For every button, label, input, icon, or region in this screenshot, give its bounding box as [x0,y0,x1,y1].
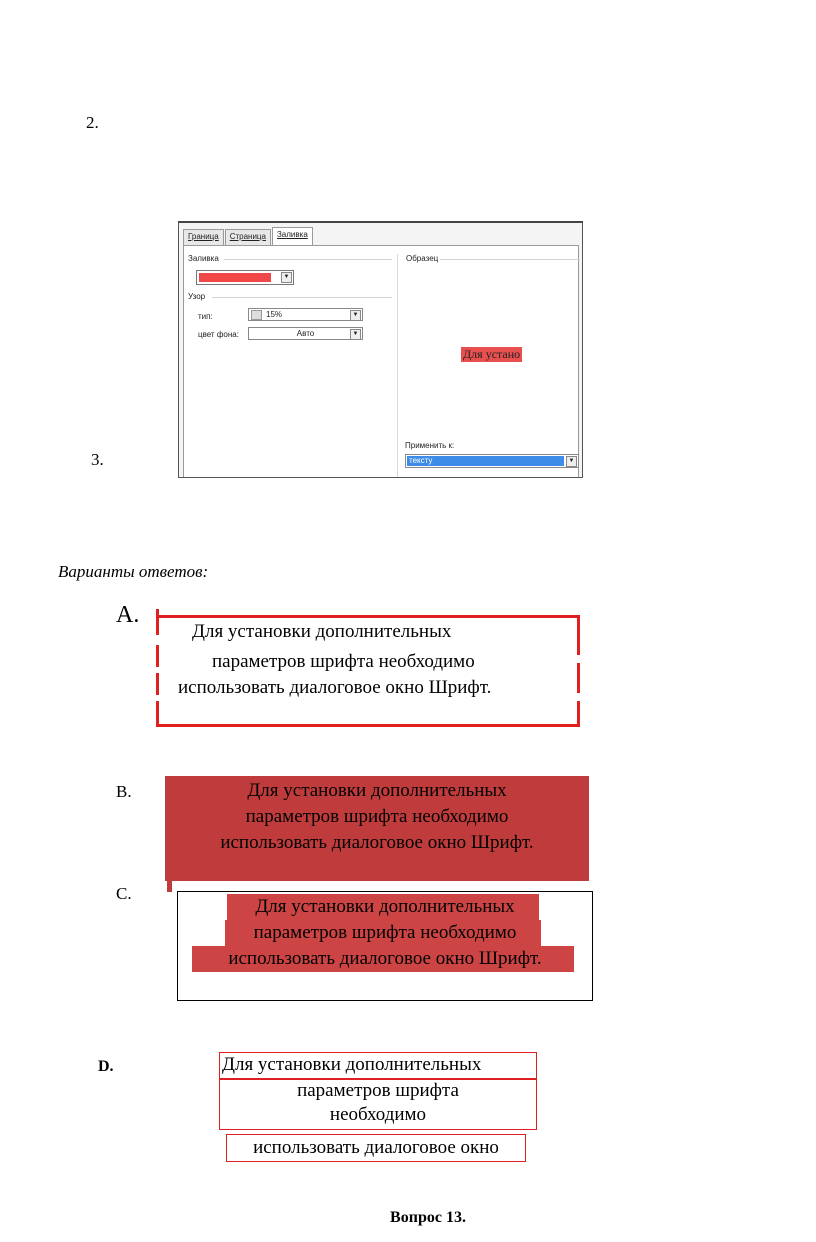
option-b-line2: параметров шрифта необходимо [245,806,509,827]
option-c-line2: параметров шрифта необходимо [253,922,517,943]
option-c-line3: использовать диалоговое окно Шрифт. [228,948,542,969]
tab-page[interactable]: Страница [225,229,271,245]
option-a-box[interactable] [156,615,580,727]
option-d-line2: параметров шрифта [297,1080,459,1101]
fill-color-dropdown[interactable] [196,270,294,285]
option-c-box[interactable] [177,891,593,1001]
chevron-down-icon[interactable]: ▼ [350,329,361,340]
background-color-value: Авто [296,329,315,338]
chevron-down-icon[interactable]: ▼ [281,272,292,283]
option-b-letter: B. [116,782,132,801]
option-a-line3: использовать диалоговое окно Шрифт. [178,677,492,698]
next-question-heading: Вопрос 13. [390,1209,466,1226]
option-c-line1: Для установки дополнительных [255,896,515,917]
chevron-down-icon[interactable]: ▼ [350,310,361,321]
pattern-swatch [251,310,262,320]
item-number-3: 3. [91,450,104,469]
apply-to-label: Применить к: [405,441,455,450]
option-d-letter: D. [98,1058,114,1075]
dialog-tabs [183,229,314,245]
background-color-dropdown[interactable] [248,327,363,340]
pattern-type-label: тип: [198,312,213,321]
option-b-line3: использовать диалоговое окно Шрифт. [220,832,534,853]
sample-group-label: Образец [406,254,439,263]
pattern-type-value: 15% [266,310,283,319]
fill-dialog-image [178,221,583,478]
fill-group-label: Заливка [188,254,219,263]
background-color-label: цвет фона: [198,330,239,339]
pattern-group-label: Узор [188,292,206,301]
option-d-line1: Для установки дополнительных [222,1054,482,1075]
option-b-box[interactable] [165,776,589,881]
option-b-line1: Для установки дополнительных [247,780,507,801]
option-b-box-tail [167,878,172,892]
option-d-line4: использовать диалоговое окно [253,1137,499,1158]
option-d-line2-box[interactable] [219,1078,537,1130]
chevron-down-icon[interactable]: ▼ [566,456,577,467]
apply-to-value: тексту [407,456,564,466]
answers-heading: Варианты ответов: [58,562,209,581]
option-a-letter: A. [116,602,140,628]
fill-color-swatch [199,273,271,282]
item-number-2: 2. [86,113,99,132]
pattern-type-dropdown[interactable] [248,308,363,321]
option-a-line2: параметров шрифта необходимо [212,651,475,672]
option-d-line3: необходимо [329,1104,427,1125]
apply-to-dropdown[interactable] [405,454,579,468]
option-d-line1-box[interactable] [219,1052,537,1080]
option-a-line1: Для установки дополнительных [192,621,452,642]
sample-preview-text: Для устано [463,347,521,361]
tab-fill[interactable]: Заливка [272,227,313,246]
option-d-line4-box[interactable] [226,1134,526,1162]
option-c-letter: C. [116,884,132,903]
tab-border[interactable]: Граница [183,229,224,245]
